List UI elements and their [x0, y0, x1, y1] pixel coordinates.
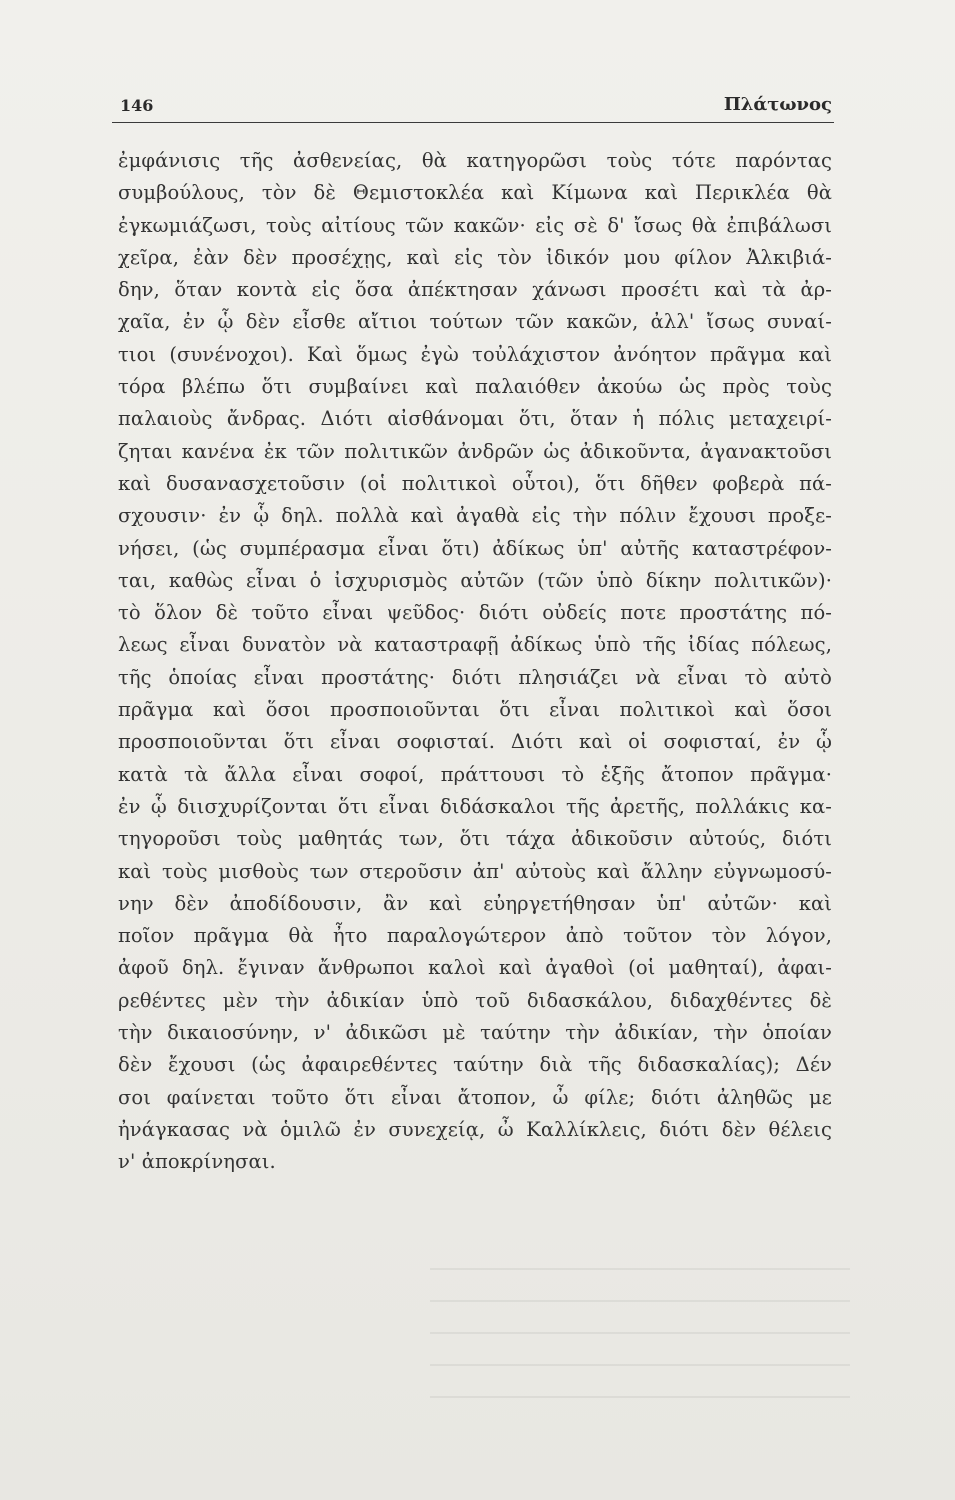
text-line: σοι φαίνεται τοῦτο ὅτι εἶναι ἄτοπον, ὦ φίλε; διότι ἀληθῶς με: [118, 1085, 832, 1109]
text-line: τὴν δικαιοσύνην, ν' ἀδικῶσι μὲ ταύτην τὴν ἀδικίαν, τὴν ὁποίαν: [118, 1021, 832, 1045]
text-line: ρεθέντες μὲν τὴν ἀδικίαν ὑπὸ τοῦ διδασκάλου, διδαχθέντες δὲ: [118, 988, 832, 1012]
text-line: τιοι (συνένοχοι). Καὶ ὅμως ἐγὼ τοὐλάχιστον ἀνόητον πρᾶγμα καὶ: [118, 342, 832, 366]
text-line: κατὰ τὰ ἄλλα εἶναι σοφοί, πράττουσι τὸ ἑξῆς ἄτοπον πρᾶγμα·: [118, 762, 832, 786]
text-line: τηγοροῦσι τοὺς μαθητάς των, ὅτι τάχα ἀδικοῦσιν αὐτούς, διότι: [118, 827, 832, 851]
running-title: Πλάτωνος: [723, 94, 832, 115]
text-line: ται, καθὼς εἶναι ὁ ἰσχυρισμὸς αὐτῶν (τῶν ὑπὸ δίκην πολιτικῶν)·: [118, 568, 832, 592]
text-line: ἐν ᾧ διισχυρίζονται ὅτι εἶναι διδάσκαλοι τῆς ἀρετῆς, πολλάκις κα-: [118, 794, 832, 818]
page-number: 146: [120, 96, 154, 115]
text-line: τὸ ὅλον δὲ τοῦτο εἶναι ψεῦδος· διότι οὐδείς ποτε προστάτης πό-: [118, 601, 832, 625]
text-line: νήσει, (ὡς συμπέρασμα εἶναι ὅτι) ἀδίκως ὑπ' αὐτῆς καταστρέφον-: [118, 536, 832, 560]
text-line: ποῖον πρᾶγμα θὰ ἦτο παραλογώτερον ἀπὸ τοῦτον τὸν λόγον,: [118, 924, 832, 948]
text-line: δὲν ἔχουσι (ὡς ἀφαιρεθέντες ταύτην διὰ τῆς διδασκαλίας); Δέν: [118, 1053, 832, 1077]
text-line: χαῖα, ἐν ᾧ δὲν εἶσθε αἴτιοι τούτων τῶν κακῶν, ἀλλ' ἴσως συναί-: [118, 310, 832, 334]
text-line: παλαιοὺς ἄνδρας. Διότι αἰσθάνομαι ὅτι, ὅταν ἡ πόλις μεταχειρί-: [118, 407, 832, 431]
text-line: νην δὲν ἀποδίδουσιν, ἂν καὶ εὐηργετήθησαν ὑπ' αὐτῶν· καὶ: [118, 891, 832, 915]
text-line: ν' ἀποκρίνησαι.: [118, 1150, 276, 1174]
text-line: σχουσιν· ἐν ᾧ δηλ. πολλὰ καὶ ἀγαθὰ εἰς τὴν πόλιν ἔχουσι προξε-: [118, 504, 832, 528]
text-line: ἠνάγκασας νὰ ὁμιλῶ ἐν συνεχείᾳ, ὦ Καλλίκλεις, διότι δὲν θέλεις: [118, 1117, 832, 1141]
text-line: χεῖρα, ἐὰν δὲν προσέχῃς, καὶ εἰς τὸν ἰδικόν μου φίλον Ἀλκιβιά-: [118, 245, 832, 269]
text-line: ἐμφάνισις τῆς ἀσθενείας, θὰ κατηγορῶσι τοὺς τότε παρόντας: [118, 149, 832, 172]
text-line: συμβούλους, τὸν δὲ Θεμιστοκλέα καὶ Κίμωνα καὶ Περικλέα θὰ: [118, 181, 832, 205]
text-line: ἐγκωμιάζωσι, τοὺς αἰτίους τῶν κακῶν· εἰς σὲ δ' ἴσως θὰ ἐπιβάλωσι: [118, 213, 832, 237]
body-text: [118, 145, 832, 1179]
text-line: δην, ὅταν κοντὰ εἰς ὅσα ἀπέκτησαν χάνωσι προσέτι καὶ τὰ ἀρ-: [118, 278, 832, 302]
text-line: καὶ τοὺς μισθοὺς των στεροῦσιν ἀπ' αὐτοὺς καὶ ἄλλην εὐγνωμοσύ-: [118, 859, 832, 883]
text-line: προσποιοῦνται ὅτι εἶναι σοφισταί. Διότι καὶ οἱ σοφισταί, ἐν ᾧ: [118, 730, 832, 754]
text-line: ζηται κανένα ἐκ τῶν πολιτικῶν ἀνδρῶν ὡς ἀδικοῦντα, ἀγανακτοῦσι: [118, 439, 832, 463]
page-header: [112, 92, 834, 123]
text-line: τόρα βλέπω ὅτι συμβαίνει καὶ παλαιόθεν ἀκούω ὡς πρὸς τοὺς: [118, 375, 832, 399]
text-line: πρᾶγμα καὶ ὅσοι προσποιοῦνται ὅτι εἶναι πολιτικοὶ καὶ ὅσοι: [118, 698, 832, 722]
text-line: λεως εἶναι δυνατὸν νὰ καταστραφῇ ἀδίκως ὑπὸ τῆς ἰδίας πόλεως,: [118, 633, 832, 657]
show-through-text: [430, 1250, 850, 1400]
text-line: καὶ δυσανασχετοῦσιν (οἱ πολιτικοὶ οὗτοι), ὅτι δῆθεν φοβερὰ πά-: [118, 471, 832, 495]
text-line: ἀφοῦ δηλ. ἔγιναν ἄνθρωποι καλοὶ καὶ ἀγαθοὶ (οἱ μαθηταί), ἀφαι-: [118, 956, 832, 980]
text-line: τῆς ὁποίας εἶναι προστάτης· διότι πλησιάζει νὰ εἶναι τὸ αὐτὸ: [118, 665, 832, 689]
